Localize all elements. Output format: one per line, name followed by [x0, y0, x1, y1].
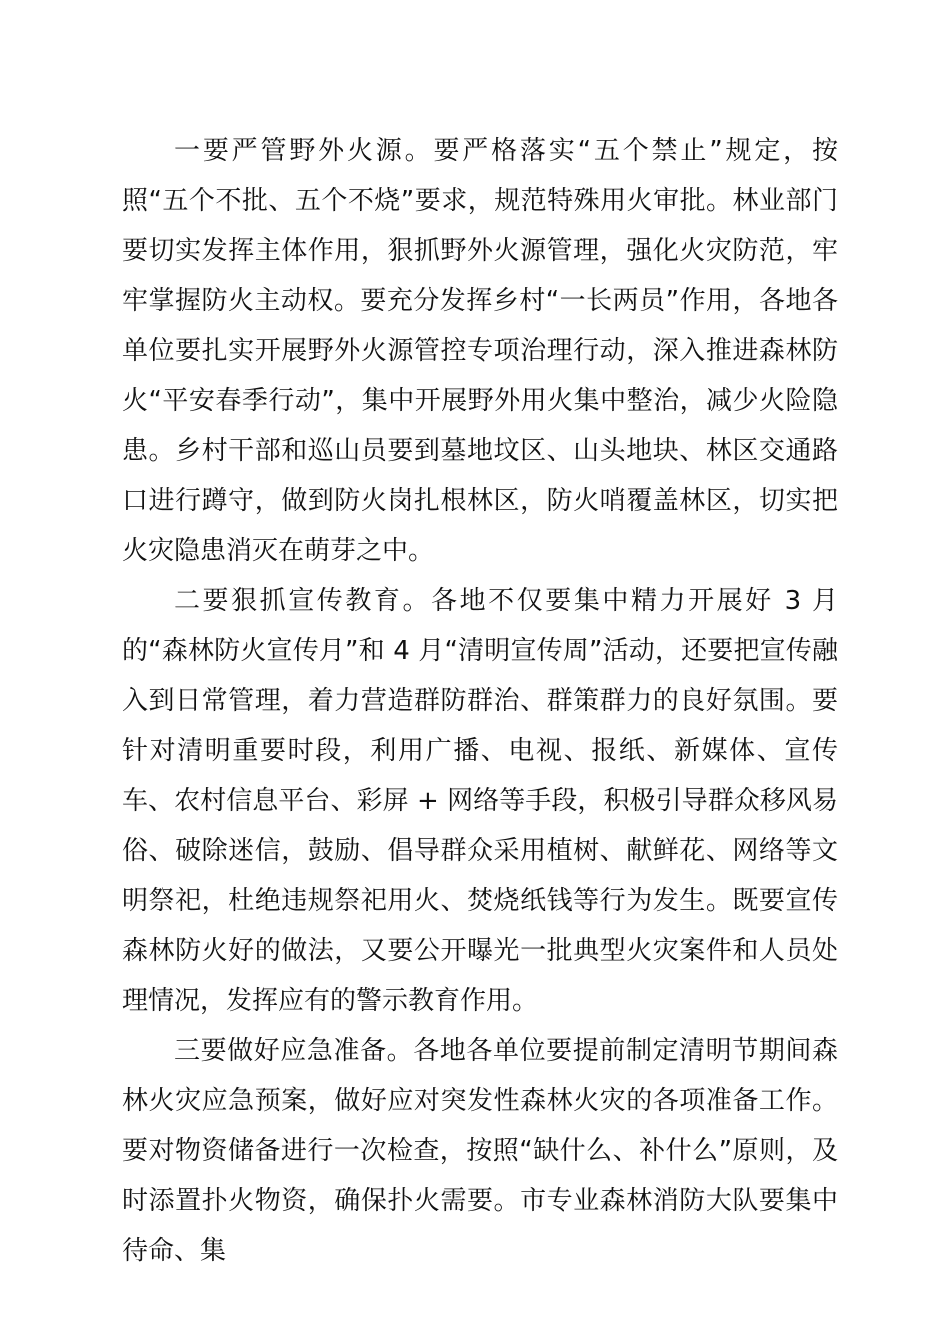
paragraph-publicity-education: 二要狠抓宣传教育。各地不仅要集中精力开展好 3 月的“森林防火宣传月”和 4 月“清明宣传周”活动，还要把宣传融入到日常管理，着力营造群防群治、群策群力的良好氛围。要针对清明重要时段，利用广播、电视、报纸、新媒体、宣传车、农村信息平台、彩屏 + 网络等手段，积极引导群众移风易俗、破除迷信，鼓励、倡导群众采用植树、献鲜花、网络等文明祭祀，杜绝违规祭祀用火、焚烧纸钱等行为发生。既要宣传森林防火好的做法，又要公开曝光一批典型火灾案件和人员处理情况，发挥应有的警示教育作用。 [122, 586, 838, 1016]
paragraph-fire-source-control: 一要严管野外火源。要严格落实“五个禁止”规定，按照“五个不批、五个不烧”要求，规范特殊用火审批。林业部门要切实发挥主体作用，狠抓野外火源管理，强化火灾防范，牢牢掌握防火主动权。要充分发挥乡村“一长两员”作用，各地各单位要扎实开展野外火源管控专项治理行动，深入推进森林防火“平安春季行动”，集中开展野外用火集中整治，减少火险隐患。乡村干部和巡山员要到墓地坟区、山头地块、林区交通路口进行蹲守，做到防火岗扎根林区，防火哨覆盖林区，切实把火灾隐患消灭在萌芽之中。 [122, 136, 838, 566]
document-body [122, 126, 838, 1276]
paragraph-emergency-preparation: 三要做好应急准备。各地各单位要提前制定清明节期间森林火灾应急预案，做好应对突发性森林火灾的各项准备工作。要对物资储备进行一次检查，按照“缺什么、补什么”原则，及时添置扑火物资，确保扑火需要。市专业森林消防大队要集中待命、集 [122, 1036, 838, 1266]
